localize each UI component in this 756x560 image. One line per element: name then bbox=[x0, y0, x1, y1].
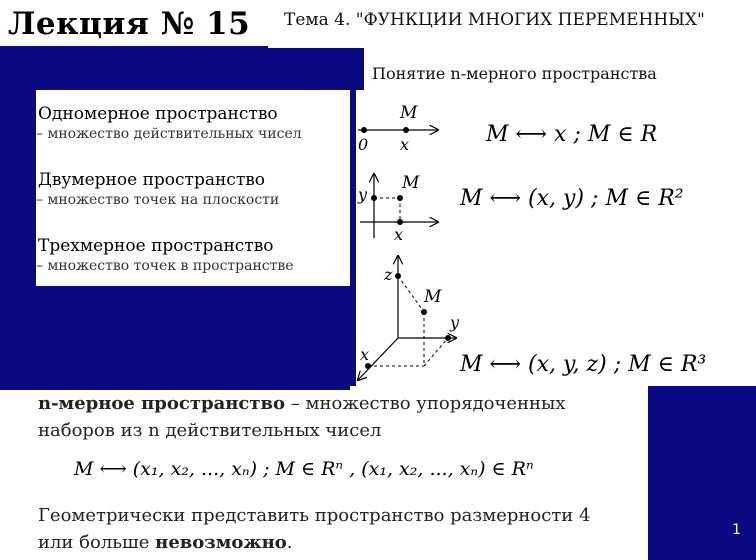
concept-title bbox=[372, 64, 657, 83]
formula-1d: M ⟷ x ; M ∈ R bbox=[486, 122, 658, 147]
geom-bold: невозможно bbox=[155, 532, 287, 553]
section-2-box bbox=[36, 166, 350, 222]
geom-line-1: Геометрически представить пространство размерности 4 bbox=[38, 505, 591, 526]
section-1-sub: – множество действительных чисел bbox=[36, 126, 302, 142]
diagram-2d bbox=[357, 173, 438, 244]
label-3d-y: y bbox=[450, 313, 460, 332]
geom-line-2 bbox=[38, 529, 648, 556]
nspace-formula: M ⟷ (x₁, x₂, ..., xₙ) ; M ∈ Rⁿ , (x₁, x₂, ..., xₙ) ∈ Rⁿ bbox=[74, 458, 534, 480]
label-2d-x: x bbox=[394, 225, 404, 244]
left-blue-lower bbox=[36, 286, 350, 390]
nspace-definition bbox=[38, 390, 648, 444]
section-3-title: Трехмерное пространство bbox=[38, 236, 274, 256]
label-1d-M: M bbox=[400, 103, 418, 123]
formula-3d: M ⟷ (x, y, z) ; M ∈ R³ bbox=[460, 352, 707, 377]
geom-end: . bbox=[286, 532, 293, 553]
label-1d-zero: 0 bbox=[358, 135, 369, 154]
section-1-title: Одномерное пространство bbox=[38, 104, 278, 124]
section-3-box bbox=[36, 232, 350, 286]
concept-text: Понятие n-мерного пространства bbox=[372, 64, 657, 83]
formula-2d: M ⟷ (x, y) ; M ∈ R² bbox=[460, 186, 684, 211]
section-1-box bbox=[36, 100, 350, 156]
left-blue-column bbox=[0, 90, 36, 390]
nspace-line-2: наборов из n действительных чисел bbox=[38, 420, 382, 441]
nspace-def-rest: – множество упорядоченных bbox=[285, 393, 566, 414]
axis-diagrams bbox=[356, 90, 756, 386]
lecture-title: Лекция № 15 bbox=[8, 6, 251, 42]
page-number: 1 bbox=[732, 522, 741, 538]
header-blue-right bbox=[268, 48, 364, 90]
nspace-title: n-мерное пространство bbox=[38, 393, 286, 414]
topic-title: Тема 4. "ФУНКЦИИ МНОГИХ ПЕРЕМЕННЫХ" bbox=[284, 10, 705, 30]
nspace-geometry bbox=[38, 502, 648, 556]
section-2-sub: – множество точек на плоскости bbox=[36, 192, 280, 208]
diagram-3d bbox=[358, 256, 460, 380]
label-3d-z: z bbox=[384, 265, 393, 284]
label-2d-y: y bbox=[358, 185, 368, 204]
label-3d-x: x bbox=[360, 345, 370, 364]
label-2d-M: M bbox=[402, 173, 420, 193]
label-1d-x: x bbox=[400, 135, 410, 154]
section-3-sub: – множество точек в пространстве bbox=[36, 258, 294, 274]
diagram-1d bbox=[358, 103, 438, 154]
label-3d-M: M bbox=[424, 287, 442, 307]
nspace-line-1 bbox=[38, 390, 648, 417]
geom-prefix: или больше bbox=[38, 532, 156, 553]
section-2-title: Двумерное пространство bbox=[38, 170, 266, 190]
